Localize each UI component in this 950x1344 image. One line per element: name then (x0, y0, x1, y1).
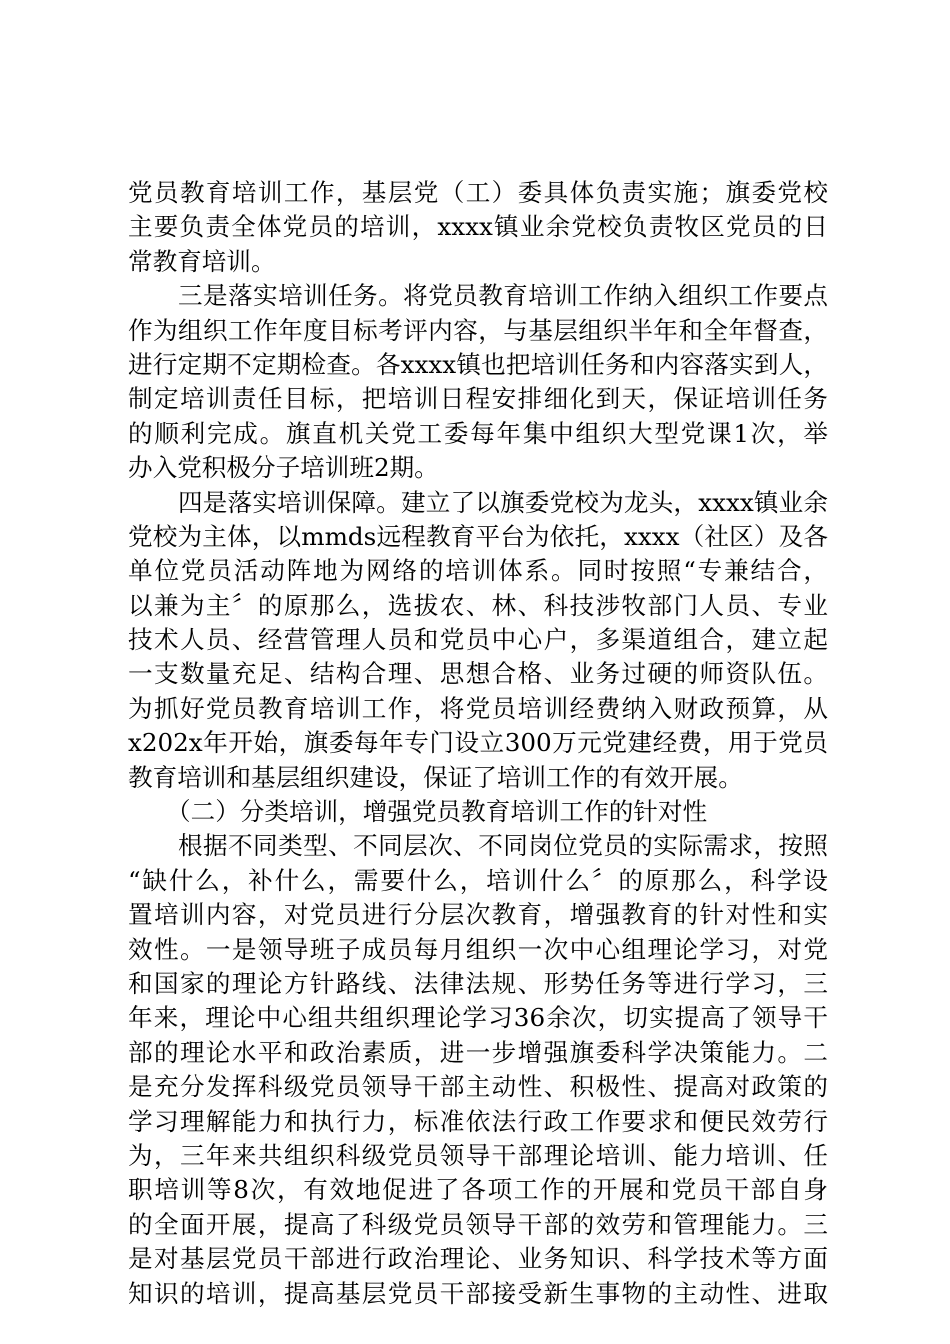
body-line: 制定培训责任目标，把培训日程安排细化到天，保证培训任务 (128, 384, 828, 414)
body-line: 部的理论水平和政治素质，进一步增强旗委科学决策能力。二 (128, 1037, 828, 1067)
body-line: 主要负责全体党员的培训，xxxx镇业余党校负责牧区党员的日 (128, 212, 828, 242)
body-line: 技术人员、经营管理人员和党员中心户，多渠道组合，建立起 (128, 625, 828, 655)
body-line: 党校为主体，以mmds远程教育平台为依托，xxxx（社区）及各 (128, 521, 828, 551)
body-line: 职培训等8次，有效地促进了各项工作的开展和党员干部自身 (128, 1175, 828, 1205)
body-line: 的顺利完成。旗直机关党工委每年集中组织大型党课1次，举 (128, 418, 828, 448)
body-line: 常教育培训。 (128, 246, 276, 276)
body-line: 作为组织工作年度目标考评内容，与基层组织半年和全年督查， (128, 315, 828, 345)
body-line: 效性。一是领导班子成员每月组织一次中心组理论学习，对党 (128, 934, 828, 964)
body-line: 办入党积极分子培训班2期。 (128, 453, 439, 483)
paragraph-start-line: 三是落实培训任务。将党员教育培训工作纳入组织工作要点 (178, 281, 828, 311)
body-line: 一支数量充足、结构合理、思想合格、业务过硬的师资队伍。 (128, 659, 828, 689)
body-line: x202x年开始，旗委每年专门设立300万元党建经费，用于党员 (128, 728, 828, 758)
document-body (128, 176, 828, 1311)
body-line: 置培训内容，对党员进行分层次教育，增强教育的针对性和实 (128, 900, 828, 930)
body-line: 为抓好党员教育培训工作，将党员培训经费纳入财政预算，从 (128, 693, 828, 723)
body-line: 以兼为主〞的原那么，选拔农、林、科技涉牧部门人员、专业 (128, 590, 828, 620)
body-line: 知识的培训，提高基层党员干部接受新生事物的主动性、进取 (128, 1278, 828, 1308)
body-line: 教育培训和基层组织建设，保证了培训工作的有效开展。 (128, 762, 743, 792)
body-line: 进行定期不定期检查。各xxxx镇也把培训任务和内容落实到人， (128, 349, 828, 379)
body-line: 单位党员活动阵地为网络的培训体系。同时按照“专兼结合， (128, 556, 828, 586)
paragraph-start-line: 四是落实培训保障。建立了以旗委党校为龙头，xxxx镇业余 (178, 487, 828, 517)
body-line: 的全面开展，提高了科级党员领导干部的效劳和管理能力。三 (128, 1209, 828, 1239)
body-line: 是充分发挥科级党员领导干部主动性、积极性、提高对政策的 (128, 1072, 828, 1102)
body-line: “缺什么，补什么，需要什么，培训什么〞的原那么，科学设 (128, 865, 828, 895)
body-line: 党员教育培训工作，基层党（工）委具体负责实施；旗委党校 (128, 178, 828, 207)
body-line: 是对基层党员干部进行政治理论、业务知识、科学技术等方面 (128, 1244, 828, 1274)
section-heading: （二）分类培训，增强党员教育培训工作的针对性 (166, 797, 708, 827)
body-line: 和国家的理论方针路线、法律法规、形势任务等进行学习，三 (128, 968, 828, 998)
body-line: 年来，理论中心组共组织理论学习36余次，切实提高了领导干 (128, 1003, 828, 1033)
paragraph-start-line: 根据不同类型、不同层次、不同岗位党员的实际需求，按照 (178, 831, 828, 861)
body-line: 学习理解能力和执行力，标准依法行政工作要求和便民效劳行 (128, 1106, 828, 1136)
body-line: 为，三年来共组织科级党员领导干部理论培训、能力培训、任 (128, 1140, 828, 1170)
